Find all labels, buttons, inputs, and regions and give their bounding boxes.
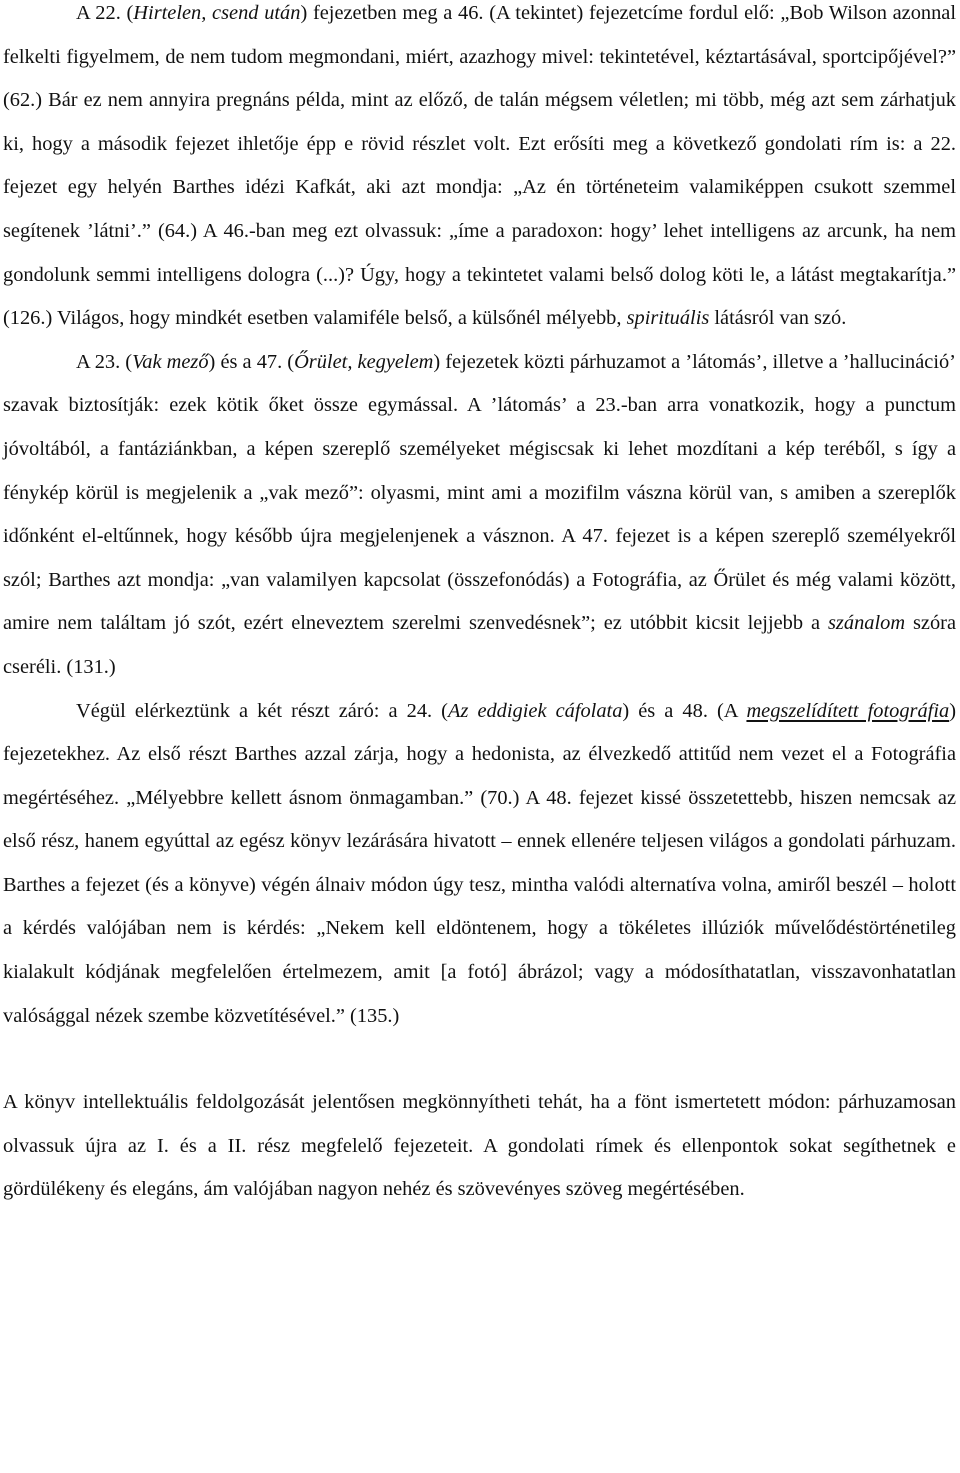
italic-text: Őrület, kegyelem bbox=[294, 350, 434, 373]
paragraph-conclusion bbox=[3, 1081, 956, 1212]
text-segment: ) és a 47. ( bbox=[208, 350, 295, 373]
text-segment: A könyv intellektuális feldolgozását jelentősen megkönnyítheti tehát, ha a fönt ismertetett módon: párhuzamosan olvassuk újra az I. és a II. rész megfelelő fejezeteit. A gondolati rímek és ellenpontok sokat segíthetnek e gördülékeny és elegáns, ám valójában nagyon nehéz és szövevényes szöveg megértésében. bbox=[3, 1091, 956, 1201]
italic-text: Az eddigiek cáfolata bbox=[447, 699, 623, 722]
paragraph-chapters-24-48 bbox=[3, 690, 956, 1039]
text-segment: látásról van szó. bbox=[709, 307, 847, 330]
text-segment: Végül elérkeztünk a két részt záró: a 24. ( bbox=[76, 699, 448, 722]
text-segment: A 23. ( bbox=[76, 350, 133, 373]
text-segment: ) fejezetekhez. Az első részt Barthes azzal zárja, hogy a hedonista, az élvezkedő attitűd nem vezet el a Fotográfia megértéséhez. „Mélyebbre kellett ásnom önmagamban.” (70.) A 48. fejezet kissé összetettebb, hiszen nemcsak az első rész, hanem egyúttal az egész könyv lezárására hivatott – ennek ellenére teljesen világos a gondolati párhuzam. Barthes a fejezet (és a könyve) végén álnaiv módon úgy tesz, mintha valódi alternatíva volna, amiről beszél – holott a kérdés valójában nem is kérdés: „Nekem kell eldöntenem, hogy a tökéletes illúziók művelődéstörténetileg kialakult kódjának megfelelően értelmezem, amit [a fotó] ábrázol; vagy a módosíthatatlan, visszavonhatatlan valósággal nézek szembe közvetítésével.” (135.) bbox=[3, 699, 956, 1027]
paragraph-chapters-23-47 bbox=[3, 341, 956, 690]
italic-text: spirituális bbox=[626, 307, 710, 330]
text-segment: A 22. ( bbox=[76, 2, 134, 24]
italic-text: Hirtelen, csend után bbox=[133, 2, 301, 24]
italic-text: megszelídített fotográfia bbox=[746, 699, 950, 722]
text-segment: ) fejezetben meg a 46. (A tekintet) fejezetcíme fordul elő: „Bob Wilson azonnal felkelti figyelmem, de nem tudom megmondani, miért, azazhogy mivel: tekintetével, kéztartásával, sportcipőjével?” (62.) Bár ez nem annyira pregnáns példa, mint az előző, de talán mégsem véletlen; mi több, még azt sem zárhatjuk ki, hogy a második fejezet ihletője épp e rövid részlet volt. Ezt erősíti meg a következő gondolati rím is: a 22. fejezet egy helyén Barthes idézi Kafkát, aki azt mondja: „Az én történeteim valamiképpen csukott szemmel segítenek ’látni’.” (64.) A 46.-ban meg ezt olvassuk: „íme a paradoxon: hogy’ lehet intelligens az arcunk, ha nem gondolunk semmi intelligens dologra (...)? Úgy, hogy a tekintetet valami belső dolog köti le, a látást megtakarítja.” (126.) Világos, hogy mindkét esetben valamiféle belső, a külsőnél mélyebb, bbox=[3, 2, 956, 330]
italic-text: Vak mező bbox=[132, 350, 209, 373]
text-segment: ) fejezetek közti párhuzamot a ’látomás’, illetve a ’hallucináció’ szavak biztosítják: ezek kötik őket össze egymással. A ’látomás’ a 23.-ban arra vonatkozik, hogy a punctum jóvoltából, a fantáziánkban, a képen szereplő személyeket mégiscsak ki lehet mozdítani a kép teréből, s így a fénykép körül is megjelenik a „vak mező”: olyasmi, mint ami a mozifilm vászna körül van, s amiben a szereplők időnként el-eltűnnek, hogy később újra megjelenjenek a vásznon. A 47. fejezet is a képen szereplő személyekről szól; Barthes azt mondja: „van valamilyen kapcsolat (összefonódás) a Fotográfia, az Őrület és még valami között, amire nem találtam jó szót, ezért elneveztem szerelmi szenvedésnek”; ez utóbbit kicsit lejjebb a bbox=[3, 350, 956, 635]
text-segment: szóra cseréli. (131.) bbox=[3, 612, 957, 678]
text-segment: ) és a 48. (A bbox=[622, 699, 747, 722]
italic-text: szánalom bbox=[828, 612, 906, 635]
paragraph-chapters-22-46 bbox=[3, 0, 956, 341]
